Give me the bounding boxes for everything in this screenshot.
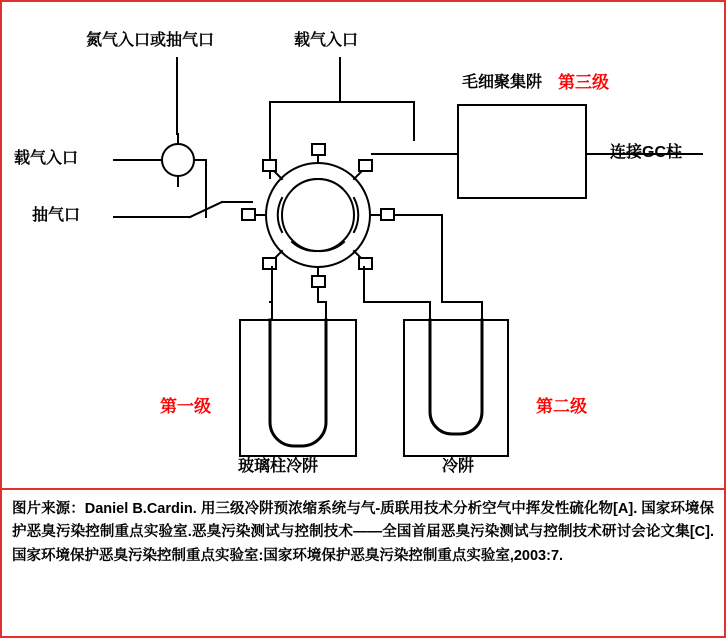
port-fitting-e: [381, 209, 394, 220]
cold-trap-u-tube: [430, 320, 482, 434]
capillary-focuser-box: [458, 105, 586, 198]
label-glass-cold-trap: 玻璃柱冷阱: [238, 458, 319, 475]
label-nitrogen-inlet: 氮气入口或抽气口: [86, 32, 215, 49]
dewar-stage2: [404, 320, 508, 456]
glass-cold-trap-u-tube: [270, 320, 326, 446]
dewar-stage1: [240, 320, 356, 456]
label-stage-two: 第二级: [536, 397, 587, 416]
port-fitting-w: [242, 209, 255, 220]
source-citation-text: 图片来源：Daniel B.Cardin. 用三级冷阱预浓缩系统与气-质联用技术分析空气中挥发性硫化物[A]. 国家环境保护恶臭污染控制重点实验室.恶臭污染测试与控制技术——全国首届恶臭污染测试与控制技术研讨会论文集[C].国家环境保护恶臭污染控制重点实验室:国家环境保护恶臭污染控制重点实验室,2003:7.: [12, 501, 714, 564]
label-capillary-focuser: 毛细聚集阱: [462, 74, 543, 91]
port-fitting-s: [312, 276, 325, 287]
label-stage-three: 第三级: [558, 73, 609, 92]
rotary-valve-body: [162, 144, 194, 176]
label-gc-column: 连接GC柱: [610, 144, 683, 161]
label-pump-port: 抽气口: [32, 207, 81, 224]
port-fitting-nw: [263, 160, 276, 171]
diagram-area: [2, 2, 724, 488]
multiport-inner-ring: [282, 179, 354, 251]
label-stage-one: 第一级: [160, 397, 211, 416]
label-carrier-gas-inlet-top: 载气入口: [294, 32, 359, 49]
label-carrier-gas-inlet-left: 载气入口: [14, 150, 79, 167]
cryotrap-schematic-svg: [2, 2, 724, 488]
source-citation-box: [2, 488, 724, 636]
port-fitting-n: [312, 144, 325, 155]
port-fitting-se: [359, 258, 372, 269]
port-fitting-sw: [263, 258, 276, 269]
label-cold-trap: 冷阱: [442, 458, 475, 475]
port-fitting-ne: [359, 160, 372, 171]
